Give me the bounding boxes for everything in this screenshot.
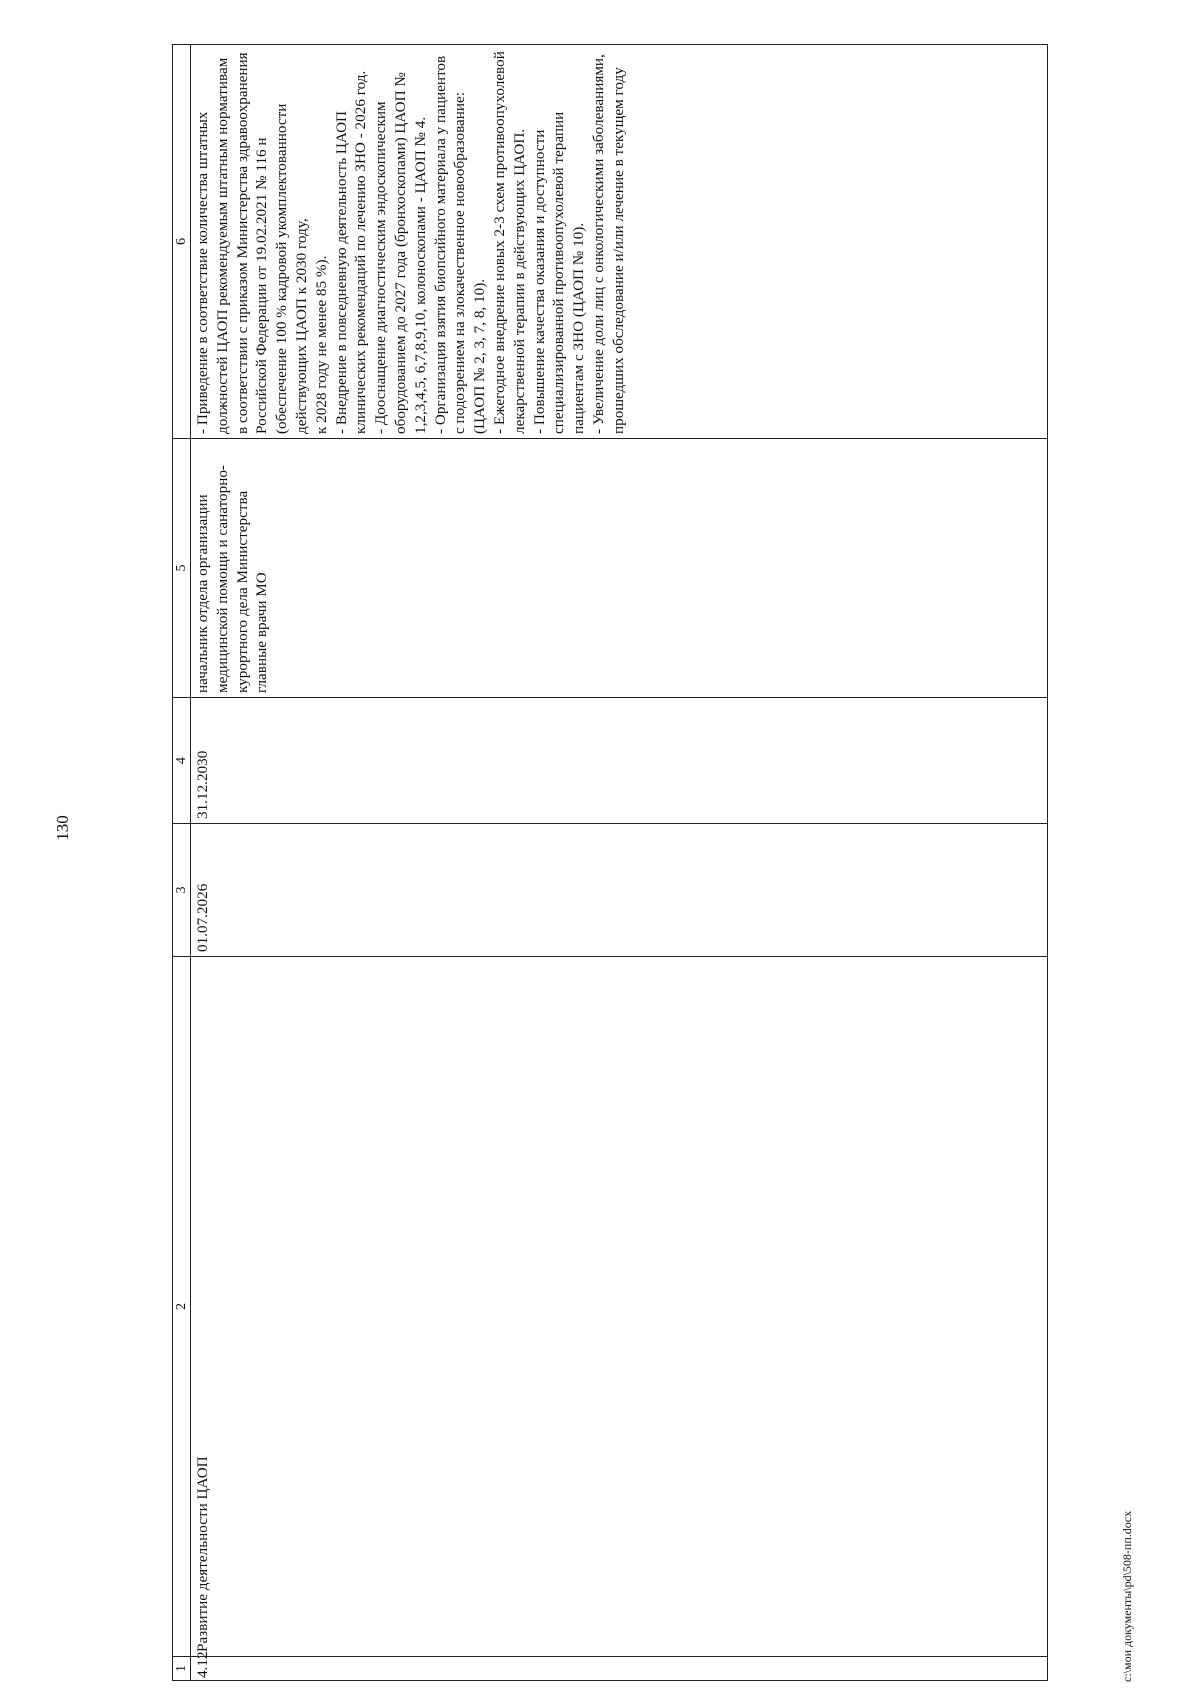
- header-row: [173, 45, 191, 1681]
- column-header-6: 6: [173, 45, 191, 439]
- column-header-4: 4: [173, 698, 191, 824]
- row-number-cell: 4.12: [191, 1657, 1048, 1681]
- plan-table-container: [172, 45, 1048, 1681]
- task-cell: Развитие деятельности ЦАОП: [191, 957, 1048, 1657]
- result-item: - Приведение в соответствие количества штатных должностей ЦАОП рекомендуемым штатным нормативам в соответствии с приказом Министерства здравоохранения Российской Федерации от 19.02.2021 № 116 н (обеспечение 100 % кадровой укомплектованности действующих ЦАОП к 2030 году,: [194, 52, 310, 434]
- result-item: - Организация взятия биопсийного материала у пациентов с подозрением на злокачественное новообразование: (ЦАОП № 2, 3, 7, 8, 10).: [431, 55, 489, 434]
- table-header: [173, 45, 191, 1681]
- result-item: - Повышение качества оказания и доступности специализированной противоопухолевой терапии пациентам с ЗНО (ЦАОП № 10).: [530, 111, 588, 434]
- result-item: - Ежегодное внедрение новых 2-3 схем противоопухолевой лекарственной терапии в действующих ЦАОП.: [490, 51, 528, 434]
- table-row: [191, 45, 1048, 1681]
- column-header-1: 1: [173, 1657, 191, 1681]
- end-date-cell: 31.12.2030: [191, 698, 1048, 824]
- start-date-cell: 01.07.2026: [191, 824, 1048, 957]
- plan-table: [172, 44, 1048, 1681]
- result-item: - Увеличение доли лиц с онкологическими заболеваниями, прошедших обследование и/или лечение в текущем году: [589, 54, 627, 434]
- column-header-3: 3: [173, 824, 191, 957]
- result-item: - Дооснащение диагностическим эндоскопическим оборудованием до 2027 года (бронхоскопами) ЦАОП № 1,2,3,4,5, 6,7,8,9,10, колоноскопами - ЦАОП № 4.: [372, 72, 429, 434]
- results-cell: [191, 45, 1048, 439]
- footer-file-path: c:\мои документы\pd\508-пп.docx: [1120, 1510, 1134, 1682]
- column-header-5: 5: [173, 439, 191, 698]
- result-item: - Внедрение в повседневную деятельность ЦАОП клинических рекомендаций по лечению ЗНО - 2026 год.: [332, 70, 370, 434]
- column-header-2: 2: [173, 957, 191, 1657]
- result-item: к 2028 году не менее 85 %).: [312, 255, 330, 434]
- responsible-cell: начальник отдела организации медицинской помощи и санаторно-курортного дела Министерства главные врачи МО: [191, 439, 1048, 698]
- page-number: 130: [53, 815, 72, 841]
